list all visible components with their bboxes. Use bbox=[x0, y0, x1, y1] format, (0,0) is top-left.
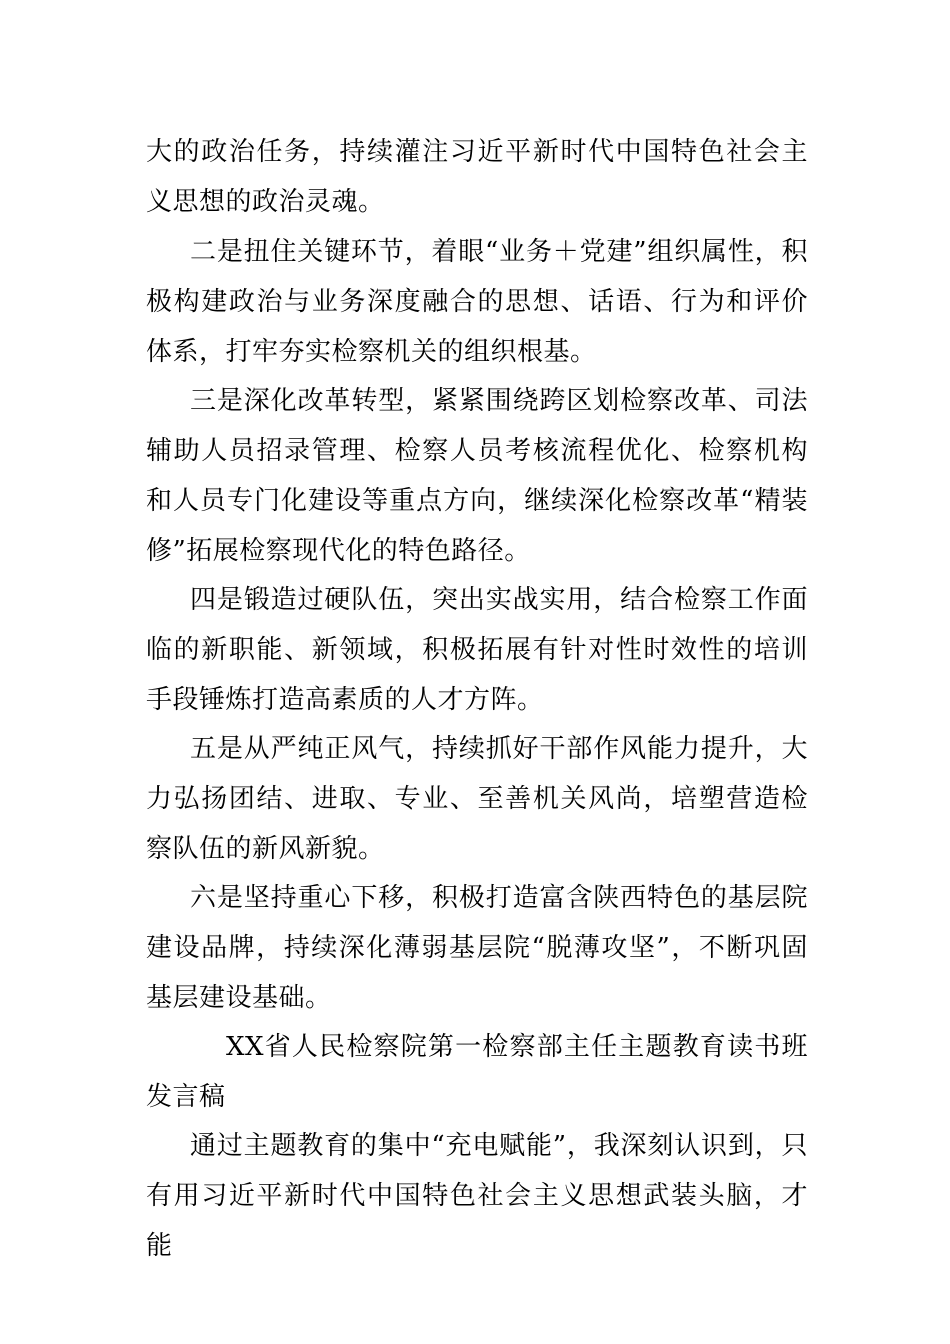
paragraph-item-4: 四是锻造过硬队伍，突出实战实用，结合检察工作面临的新职能、新领域，积极拓展有针对性时效性的培训手段锤炼打造高素质的人才方阵。 bbox=[146, 585, 808, 715]
paragraph-item-2: 二是扭住关键环节，着眼“业务＋党建”组织属性，积极构建政治与业务深度融合的思想、话语、行为和评价体系，打牢夯实检察机关的组织根基。 bbox=[146, 237, 808, 367]
paragraph-item-6: 六是坚持重心下移，积极打造富含陕西特色的基层院建设品牌，持续深化薄弱基层院“脱薄攻坚”，不断巩固基层建设基础。 bbox=[146, 883, 808, 1013]
paragraph-item-3: 三是深化改革转型，紧紧围绕跨区划检察改革、司法辅助人员招录管理、检察人员考核流程优化、检察机构和人员专门化建设等重点方向，继续深化检察改革“精装修”拓展检察现代化的特色路径。 bbox=[146, 386, 808, 566]
paragraph-continuation: 大的政治任务，持续灌注习近平新时代中国特色社会主义思想的政治灵魂。 bbox=[146, 137, 808, 217]
paragraph-item-5: 五是从严纯正风气，持续抓好干部作风能力提升，大力弘扬团结、进取、专业、至善机关风尚，培塑营造检察队伍的新风新貌。 bbox=[146, 734, 808, 864]
section-heading: XX省人民检察院第一检察部主任主题教育读书班发言稿 bbox=[146, 1032, 808, 1112]
paragraph-intro: 通过主题教育的集中“充电赋能”，我深刻认识到，只有用习近平新时代中国特色社会主义思想武装头脑，才能 bbox=[146, 1131, 808, 1261]
